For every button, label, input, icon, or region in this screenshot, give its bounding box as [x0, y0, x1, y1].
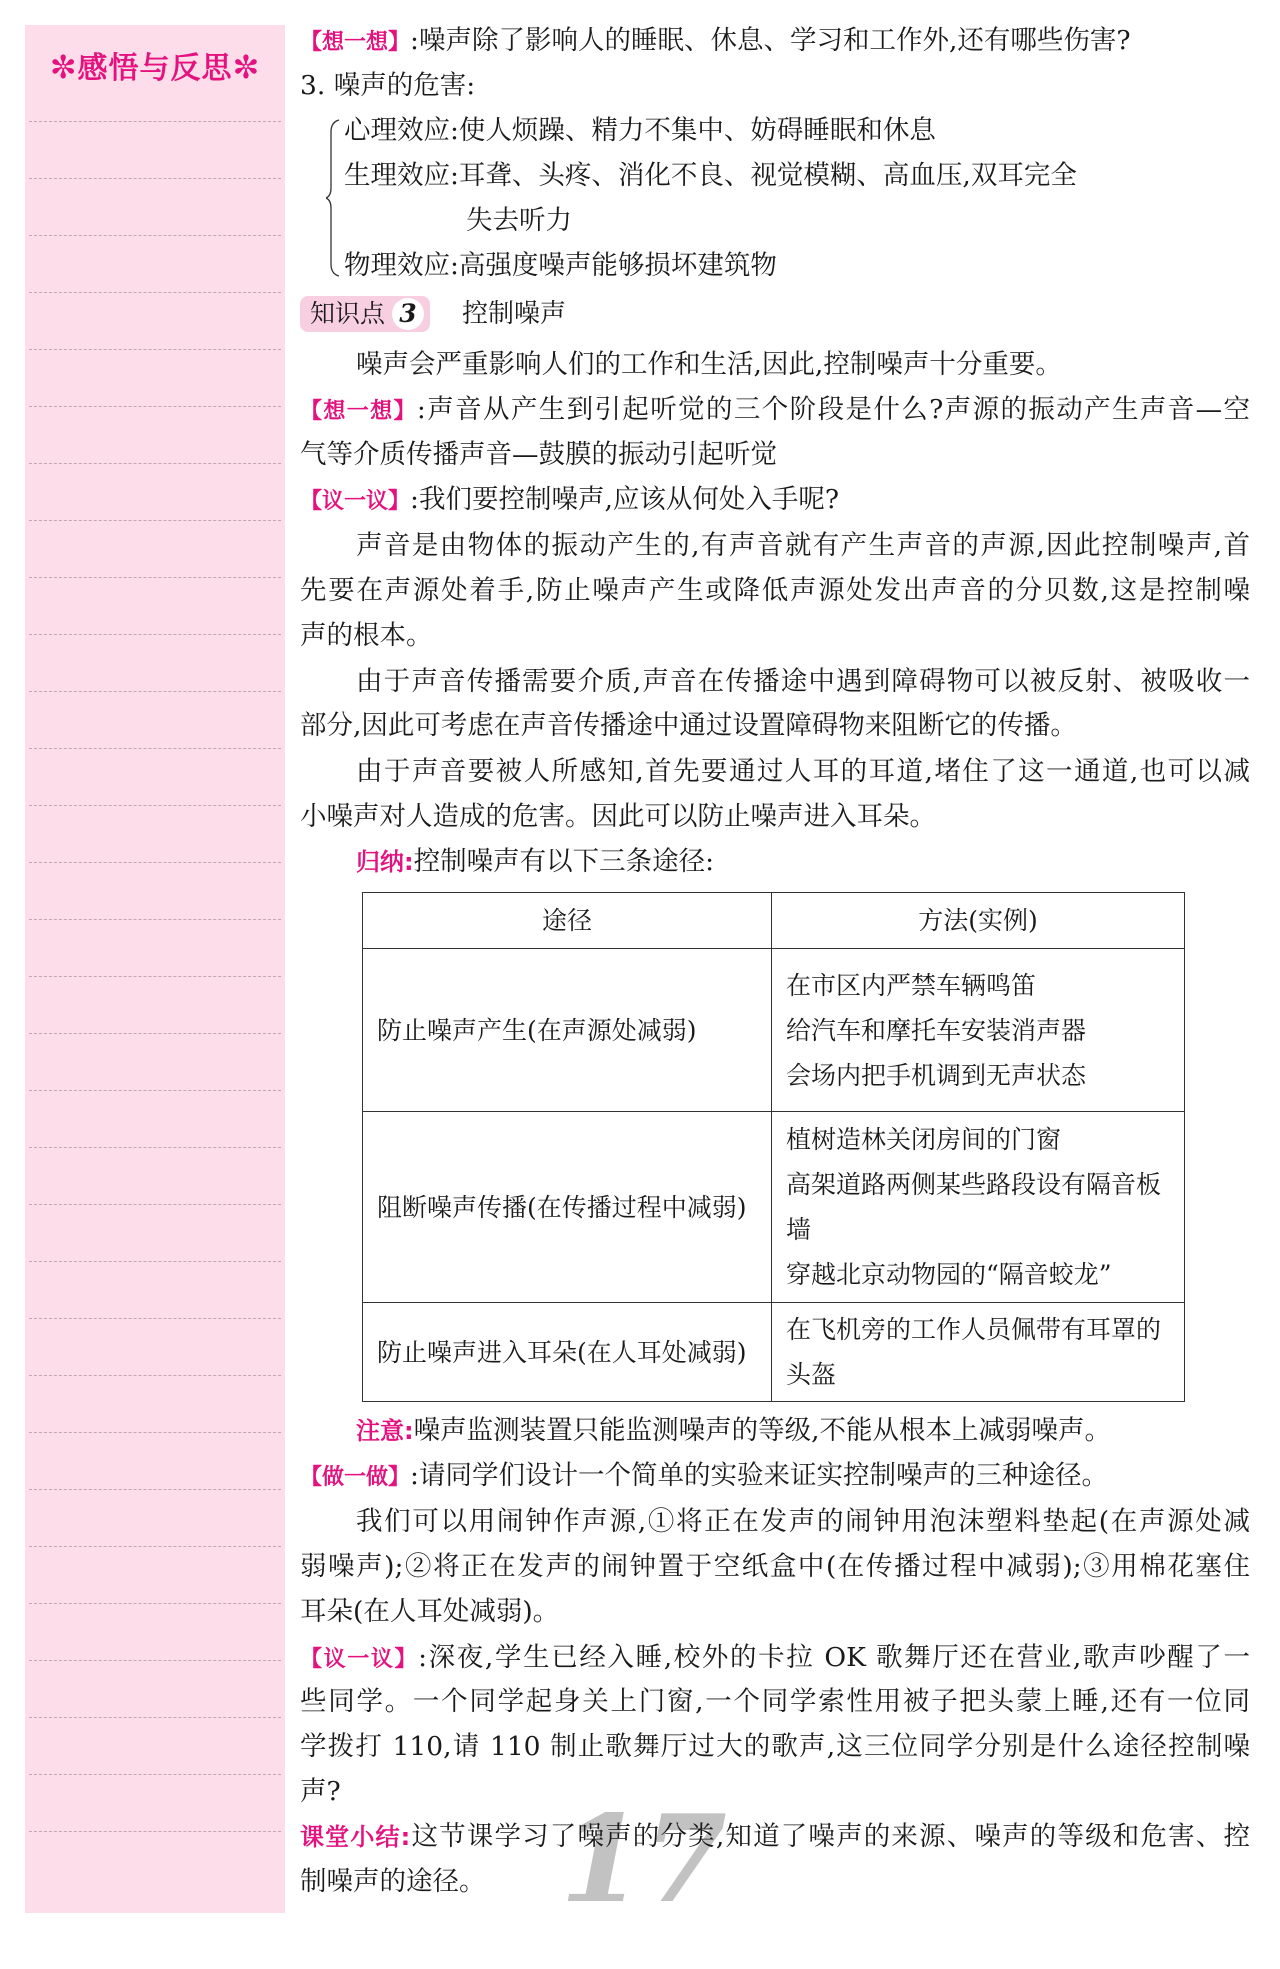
paragraph-line: 声的根本。: [300, 620, 433, 651]
writing-line: [29, 691, 281, 692]
section-title: 控制噪声: [462, 299, 567, 329]
writing-line: [29, 520, 281, 521]
do-line: 【做一做】:请同学们设计一个简单的实验来证实控制噪声的三种途径。: [300, 1460, 1108, 1491]
writing-line: [29, 1261, 281, 1262]
paragraph-line: 小噪声对人造成的危害。因此可以防止噪声进入耳朵。: [300, 801, 936, 832]
writing-line: [29, 1717, 281, 1718]
writing-line: [29, 748, 281, 749]
flower-icon: ✼: [49, 48, 78, 86]
writing-line: [29, 919, 281, 920]
paragraph-line: 我们可以用闹钟作声源,①将正在发声的闹钟用泡沫塑料垫起(在声源处减: [356, 1506, 1250, 1537]
writing-line: [29, 1318, 281, 1319]
paragraph-line: 弱噪声);②将正在发声的闹钟置于空纸盒中(在传播过程中减弱);③用棉花塞住: [300, 1551, 1250, 1582]
paragraph-line: 先要在声源处着手,防止噪声产生或降低声源处发出声音的分贝数,这是控制噪: [300, 575, 1250, 606]
writing-line: [29, 1090, 281, 1091]
writing-line: [29, 1489, 281, 1490]
hazard-item-cont: 失去听力: [466, 205, 572, 236]
reflection-sidebar: [25, 25, 285, 1913]
writing-line: [29, 292, 281, 293]
writing-line: [29, 805, 281, 806]
writing-line: [29, 1660, 281, 1661]
page-number: 17: [560, 1789, 727, 1930]
think-line: 【想一想】:声音从产生到引起听觉的三个阶段是什么?声源的振动产生声音—空: [300, 394, 1250, 425]
writing-line: [29, 235, 281, 236]
paragraph-line: 些同学。一个同学起身关上门窗,一个同学索性用被子把头蒙上睡,还有一位同: [300, 1686, 1250, 1717]
paragraph-line: 部分,因此可考虑在声音传播途中通过设置障碍物来阻断它的传播。: [300, 710, 1077, 741]
paragraph-line: 声音是由物体的振动产生的,有声音就有产生声音的声源,因此控制噪声,首: [356, 530, 1250, 561]
think-line: 【想一想】:噪声除了影响人的睡眠、休息、学习和工作外,还有哪些伤害?: [300, 25, 1131, 56]
paragraph-line: 由于声音传播需要介质,声音在传播途中遇到障碍物可以被反射、被吸收一: [356, 666, 1250, 697]
writing-line: [29, 1033, 281, 1034]
paragraph-line: 制噪声的途径。: [300, 1866, 486, 1897]
writing-line: [29, 1432, 281, 1433]
table-row: 防止噪声产生(在声源处减弱) 在市区内严禁车辆鸣笛 给汽车和摩托车安装消声器 会场内把手机调到无声状态: [363, 949, 1185, 1112]
hazard-heading: 3. 噪声的危害:: [300, 70, 476, 101]
note-line: 注意:噪声监测装置只能监测噪声的等级,不能从根本上减弱噪声。: [356, 1415, 1112, 1446]
writing-line: [29, 406, 281, 407]
writing-line: [29, 1147, 281, 1148]
writing-line: [29, 1204, 281, 1205]
brace-icon: [326, 118, 340, 278]
writing-line: [29, 1774, 281, 1775]
discuss-line: 【议一议】:深夜,学生已经入睡,校外的卡拉 OK 歌舞厅还在营业,歌声吵醒了一: [300, 1642, 1250, 1673]
paragraph-line: 气等介质传播声音—鼓膜的振动引起听觉: [300, 439, 777, 470]
writing-line: [29, 349, 281, 350]
table-row: 防止噪声进入耳朵(在人耳处减弱) 在飞机旁的工作人员佩带有耳罩的头盔: [363, 1303, 1185, 1402]
hazard-item: 生理效应:耳聋、头疼、消化不良、视觉模糊、高血压,双耳完全: [344, 160, 1077, 191]
paragraph-line: 噪声会严重影响人们的工作和生活,因此,控制噪声十分重要。: [356, 349, 1062, 380]
writing-line: [29, 121, 281, 122]
writing-line: [29, 862, 281, 863]
writing-line: [29, 1831, 281, 1832]
summary-line: 归纳:控制噪声有以下三条途径:: [356, 846, 715, 877]
writing-line: [29, 1375, 281, 1376]
paragraph-line: 耳朵(在人耳处减弱)。: [300, 1596, 560, 1627]
noise-control-table: 途径 方法(实例) 防止噪声产生(在声源处减弱) 在市区内严禁车辆鸣笛 给汽车和摩托车安装消声器 会场内把手机调到无声状态 阻断噪声传播(在传播过程中减弱) 植树造林关闭房间的门窗 高架道路两侧某些路段设有隔音板墙 穿越北京动物园的“隔音蛟龙” 防止噪声进入耳朵(在人耳处减弱) 在飞机旁的工作人员佩带有耳罩的头盔: [362, 892, 1185, 1402]
hazard-item: 物理效应:高强度噪声能够损坏建筑物: [344, 250, 777, 281]
paragraph-line: 学拨打 110,请 110 制止歌舞厅过大的歌声,这三位同学分别是什么途径控制噪: [300, 1731, 1250, 1762]
discuss-line: 【议一议】:我们要控制噪声,应该从何处入手呢?: [300, 484, 840, 515]
writing-line: [29, 976, 281, 977]
table-row: 阻断噪声传播(在传播过程中减弱) 植树造林关闭房间的门窗 高架道路两侧某些路段设有隔音板墙 穿越北京动物园的“隔音蛟龙”: [363, 1112, 1185, 1303]
writing-line: [29, 463, 281, 464]
writing-line: [29, 577, 281, 578]
paragraph-line: 由于声音要被人所感知,首先要通过人耳的耳道,堵住了这一通道,也可以减: [356, 756, 1250, 787]
knowledge-badge: 知识点 3: [300, 296, 430, 332]
hazard-item: 心理效应:使人烦躁、精力不集中、妨碍睡眠和休息: [344, 115, 936, 146]
class-summary-line: 课堂小结:这节课学习了噪声的分类,知道了噪声的来源、噪声的等级和危害、控: [300, 1821, 1250, 1852]
sidebar-title: ✼感悟与反思✼: [49, 48, 261, 86]
writing-line: [29, 634, 281, 635]
paragraph-line: 声?: [300, 1776, 341, 1807]
flower-icon: ✼: [232, 48, 261, 86]
writing-line: [29, 178, 281, 179]
writing-line: [29, 1603, 281, 1604]
writing-line: [29, 1546, 281, 1547]
